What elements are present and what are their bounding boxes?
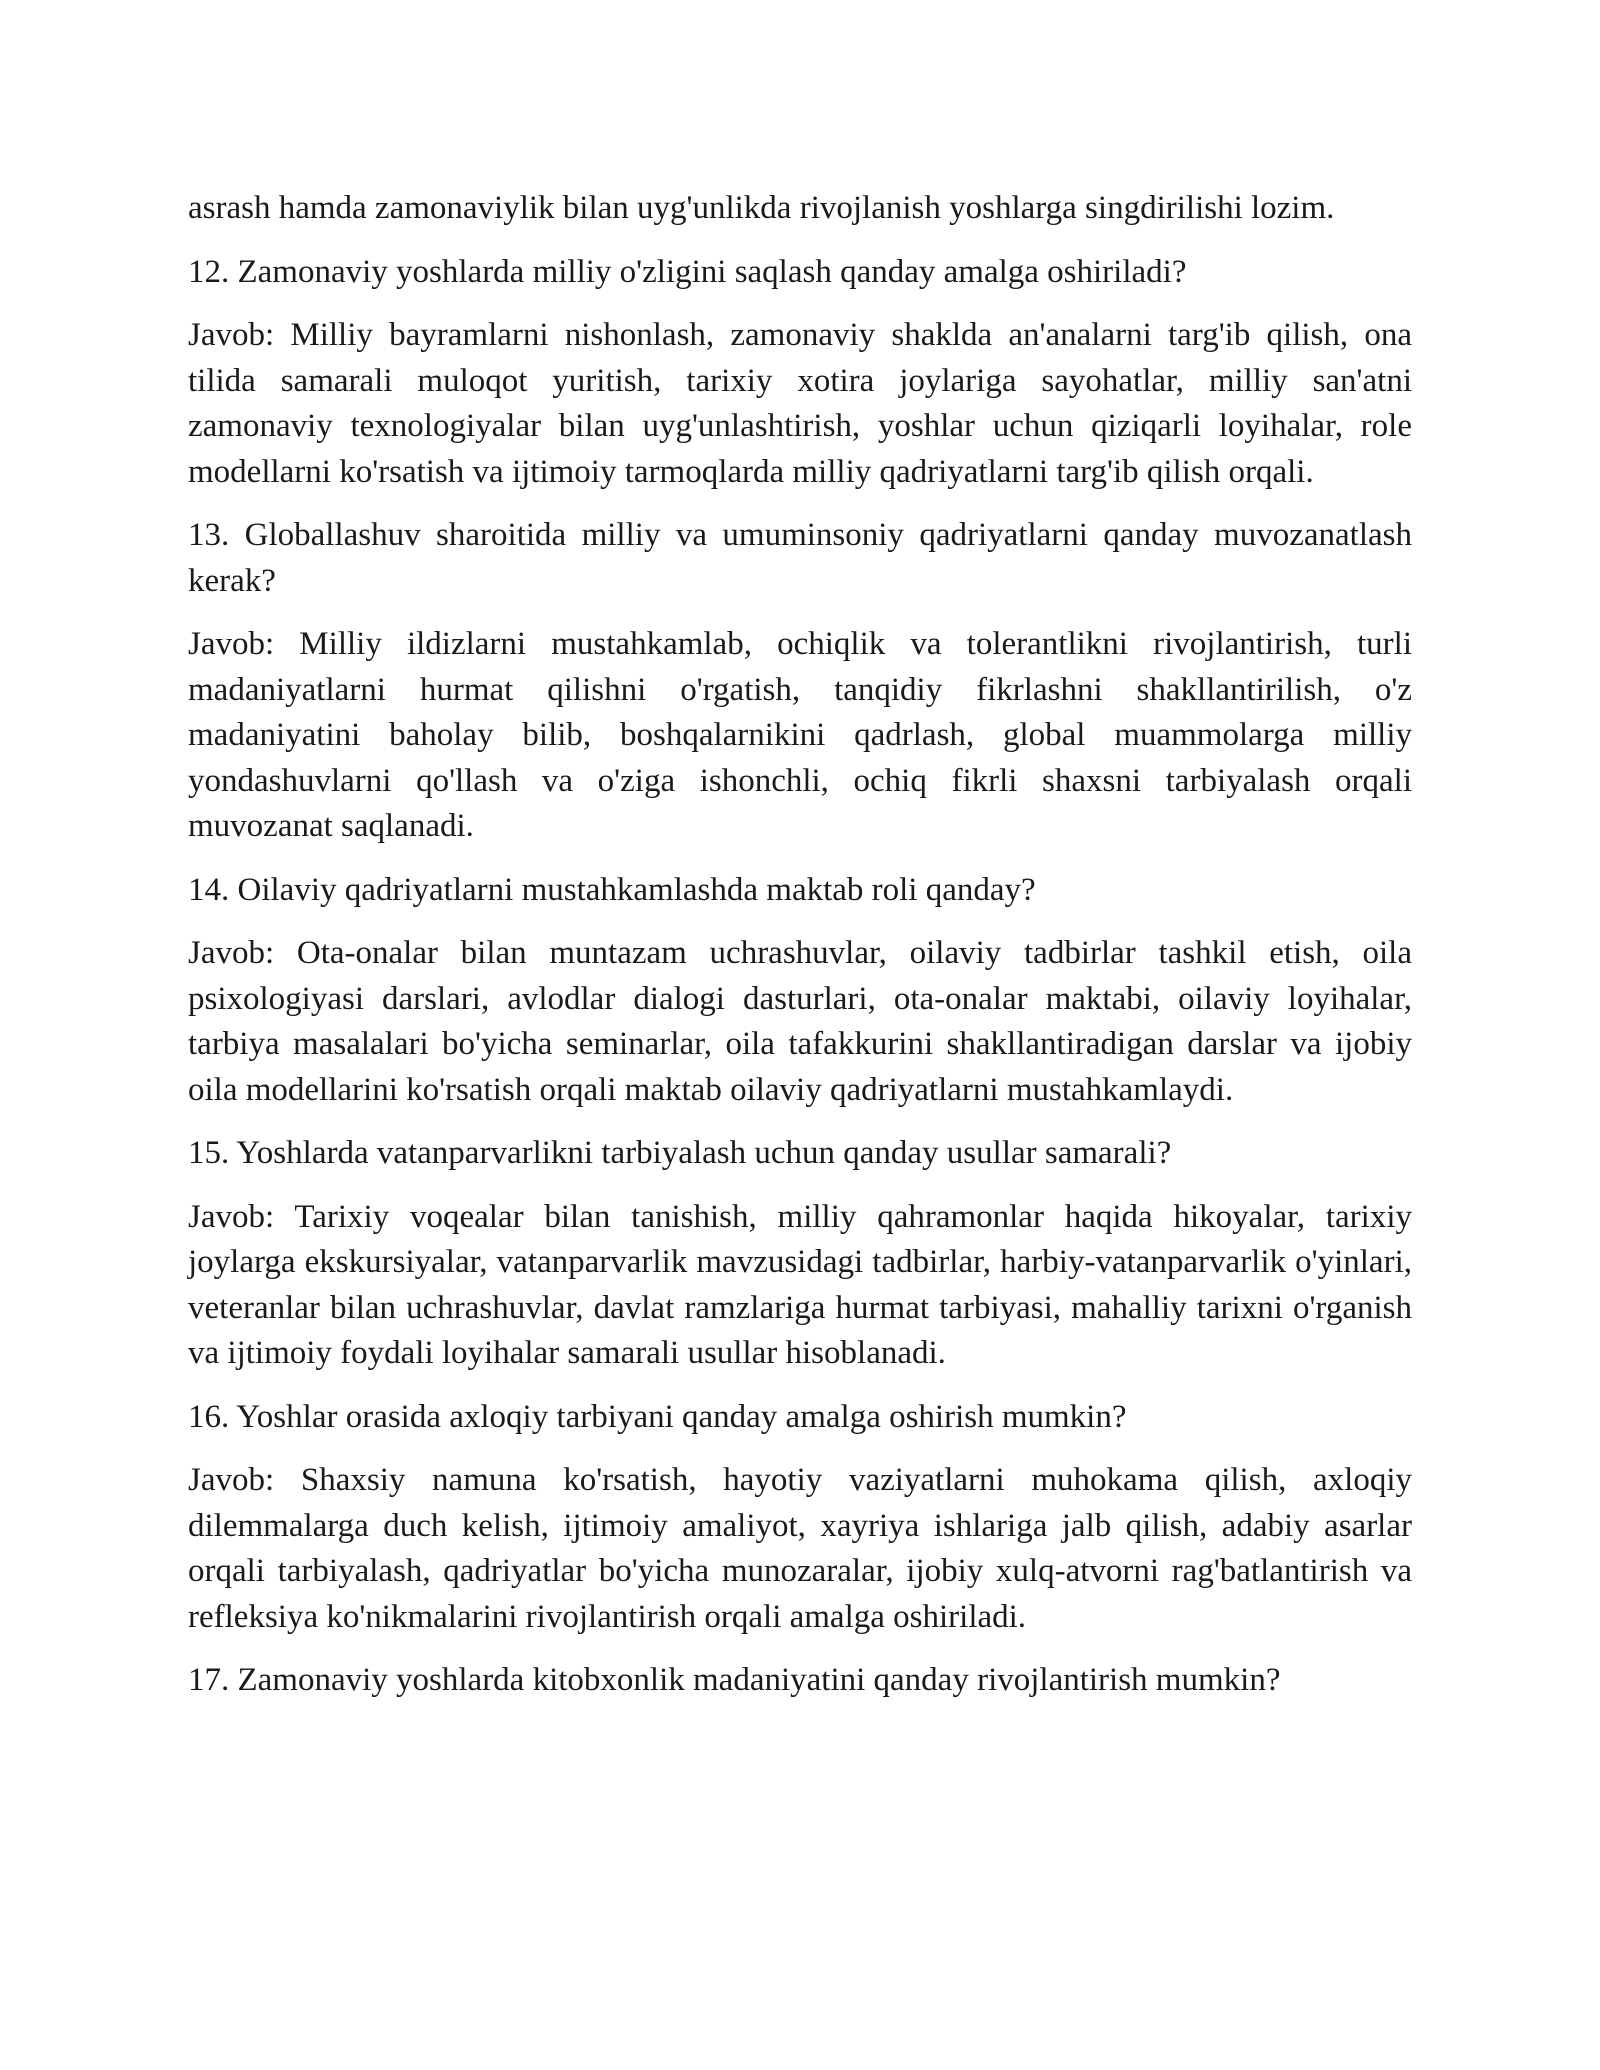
answer-continuation-paragraph: asrash hamda zamonaviylik bilan uyg'unlikda rivojlanish yoshlarga singdirilishi lozim. xyxy=(188,190,1335,226)
question-17: 17. Zamonaviy yoshlarda kitobxonlik madaniyatini qanday rivojlantirish mumkin? xyxy=(188,1662,1281,1698)
answer-16: Javob: Shaxsiy namuna ko'rsatish, hayotiy vaziyatlarni muhokama qilish, axloqiy dilemmalarga duch kelish, ijtimoiy amaliyot, xayriya ishlariga jalb qilish, adabiy asarlar orqali tarbiyalash, qadriyatlar bo'yicha munozaralar, ijobiy xulq-atvorni rag'batlantirish va refleksiya ko'nikmalarini rivojlantirish orqali amalga oshiriladi. xyxy=(188,1462,1412,1635)
answer-13: Javob: Milliy ildizlarni mustahkamlab, ochiqlik va tolerantlikni rivojlantirish, turli madaniyatlarni hurmat qilishni o'rgatish, tanqidiy fikrlashni shakllantirilish, o'z madaniyatini baholay bilib, boshqalarnikini qadrlash, global muammolarga milliy yondashuvlarni qo'llash va o'ziga ishonchli, ochiq fikrli shaxsni tarbiyalash orqali muvozanat saqlanadi. xyxy=(188,626,1412,844)
answer-14: Javob: Ota-onalar bilan muntazam uchrashuvlar, oilaviy tadbirlar tashkil etish, oila psixologiyasi darslari, avlodlar dialogi dasturlari, ota-onalar maktabi, oilaviy loyihalar, tarbiya masalalari bo'yicha seminarlar, oila tafakkurini shakllantiradigan darslar va ijobiy oila modellarini ko'rsatish orqali maktab oilaviy qadriyatlarni mustahkamlaydi. xyxy=(188,935,1412,1108)
question-16: 16. Yoshlar orasida axloqiy tarbiyani qanday amalga oshirish mumkin? xyxy=(188,1398,1127,1435)
question-14: 14. Oilaviy qadriyatlarni mustahkamlashda maktab roli qanday? xyxy=(188,871,1036,908)
question-15: 15. Yoshlarda vatanparvarlikni tarbiyalash uchun qanday usullar samarali? xyxy=(188,1135,1172,1171)
question-13: 13. Globallashuv sharoitida milliy va umuminsoniy qadriyatlarni qanday muvozanatlash kerak? xyxy=(188,517,1412,599)
question-12: 12. Zamonaviy yoshlarda milliy o'zligini saqlash qanday amalga oshiriladi? xyxy=(188,253,1187,290)
answer-12: Javob: Milliy bayramlarni nishonlash, zamonaviy shaklda an'analarni targ'ib qilish, ona tilida samarali muloqot yuritish, tarixiy xotira joylariga sayohatlar, milliy san'atni zamonaviy texnologiyalar bilan uyg'unlashtirish, yoshlar uchun qiziqarli loyihalar, role modellarni ko'rsatish va ijtimoiy tarmoqlarda milliy qadriyatlarni targ'ib qilish orqali. xyxy=(188,317,1412,490)
answer-15: Javob: Tarixiy voqealar bilan tanishish, milliy qahramonlar haqida hikoyalar, tarixiy joylarga ekskursiyalar, vatanparvarlik mavzusidagi tadbirlar, harbiy-vatanparvarlik o'yinlari, veteranlar bilan uchrashuvlar, davlat ramzlariga hurmat tarbiyasi, mahalliy tarixni o'rganish va ijtimoiy foydali loyihalar samarali usullar hisoblanadi. xyxy=(188,1198,1412,1371)
document-page xyxy=(188,186,1412,1722)
